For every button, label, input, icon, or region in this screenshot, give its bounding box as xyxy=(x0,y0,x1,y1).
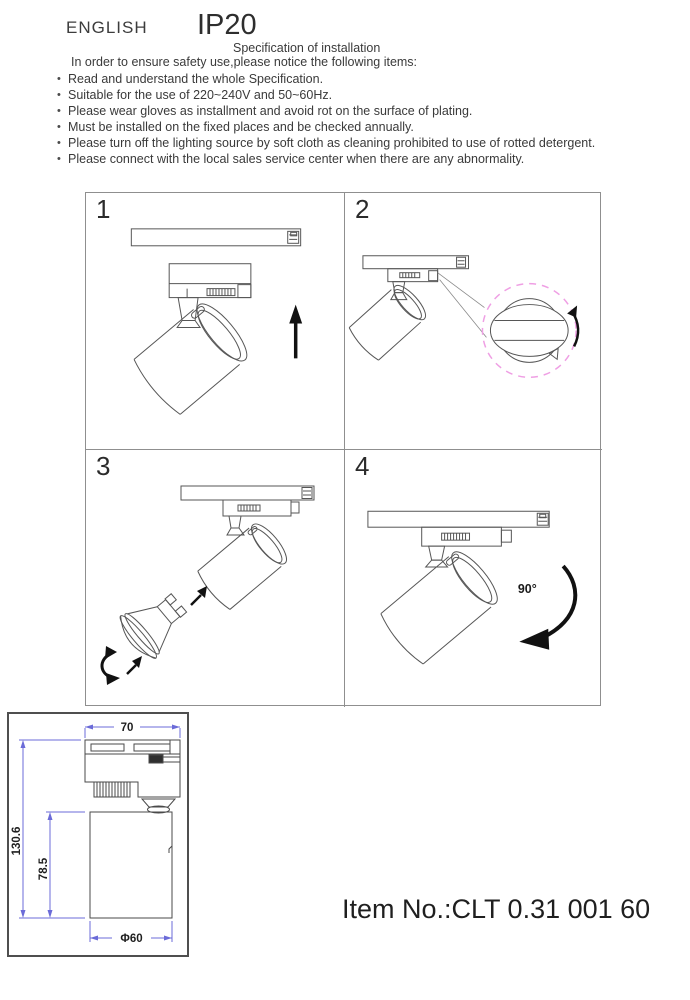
dim-total-height-label: 130.6 xyxy=(11,826,23,856)
list-item xyxy=(57,119,595,135)
spotlight-cylinder xyxy=(377,546,504,667)
page-title: Specification of installation xyxy=(233,41,381,55)
item-number: Item No.:CLT 0.31 001 60 xyxy=(342,894,651,924)
step-panel-4 xyxy=(345,450,602,707)
step-panel-2 xyxy=(345,193,602,450)
twist-arrow-icon xyxy=(102,646,120,685)
list-item-text: Please turn off the lighting source by soft cloth as cleaning prohibited to use of rotted detergent. xyxy=(68,136,596,151)
rotate-90-arrow-icon xyxy=(519,566,575,650)
step-1-drawing xyxy=(86,193,344,449)
spotlight-cylinder xyxy=(347,281,430,362)
step-number: 3 xyxy=(96,451,111,481)
gu10-bulb xyxy=(113,582,196,664)
rotation-angle-label: 90° xyxy=(517,581,537,596)
list-item xyxy=(57,103,595,119)
fixture-side-view xyxy=(85,740,180,918)
up-arrow-icon xyxy=(289,305,302,359)
bullet-icon: • xyxy=(57,89,61,102)
list-item-text: Must be installed on the fixed places and be checked annually. xyxy=(68,120,414,135)
step-3-drawing xyxy=(86,450,344,707)
dim-body-height-label: 78.5 xyxy=(38,857,50,881)
callout-line xyxy=(438,273,487,338)
spotlight-cylinder xyxy=(195,519,292,612)
step-panel-3 xyxy=(86,450,345,707)
bullet-icon: • xyxy=(57,153,61,166)
intro-line: In order to ensure safety use,please notice the following items: xyxy=(71,55,418,69)
installation-steps-grid xyxy=(85,192,601,706)
bullet-icon: • xyxy=(57,73,61,85)
list-item-text: Please connect with the local sales service center when there are any abnormality. xyxy=(68,152,525,167)
step-number: 4 xyxy=(355,451,370,481)
list-item-text: Read and understand the whole Specification. xyxy=(68,72,324,86)
step-number: 2 xyxy=(355,194,370,224)
list-item xyxy=(57,135,595,151)
track-rail xyxy=(181,486,314,500)
step-panel-1 xyxy=(86,193,345,450)
dim-diameter-label: Φ60 xyxy=(120,933,143,945)
track-adapter xyxy=(223,500,299,535)
list-item-text: Please wear gloves as installment and avoid rot on the surface of plating. xyxy=(68,104,473,119)
bullet-icon: • xyxy=(57,121,61,134)
lock-knob xyxy=(490,299,568,363)
bullet-icon: • xyxy=(57,105,61,118)
insert-arrow-icon-2 xyxy=(127,656,142,674)
safety-notes-list xyxy=(57,71,595,168)
step-2-drawing xyxy=(345,193,602,449)
step-4-drawing xyxy=(345,450,602,707)
track-rail xyxy=(368,511,549,527)
spotlight-cylinder xyxy=(131,297,255,417)
track-rail xyxy=(363,256,469,269)
dim-width-label: 70 xyxy=(120,722,134,734)
list-item xyxy=(57,151,595,167)
track-adapter xyxy=(422,527,512,567)
step-number: 1 xyxy=(96,194,111,224)
dimension-drawing-svg xyxy=(9,714,187,955)
bullet-icon: • xyxy=(57,137,61,150)
dimension-drawing xyxy=(7,712,189,957)
ip-rating-label: IP20 xyxy=(197,9,257,41)
list-item-text: Suitable for the use of 220~240V and 50~60Hz. xyxy=(68,88,333,103)
track-rail xyxy=(131,229,300,246)
insert-arrow-icon xyxy=(191,586,207,605)
list-item xyxy=(57,87,595,103)
language-label: ENGLISH xyxy=(66,18,148,37)
track-adapter xyxy=(169,264,251,328)
list-item xyxy=(57,71,595,87)
